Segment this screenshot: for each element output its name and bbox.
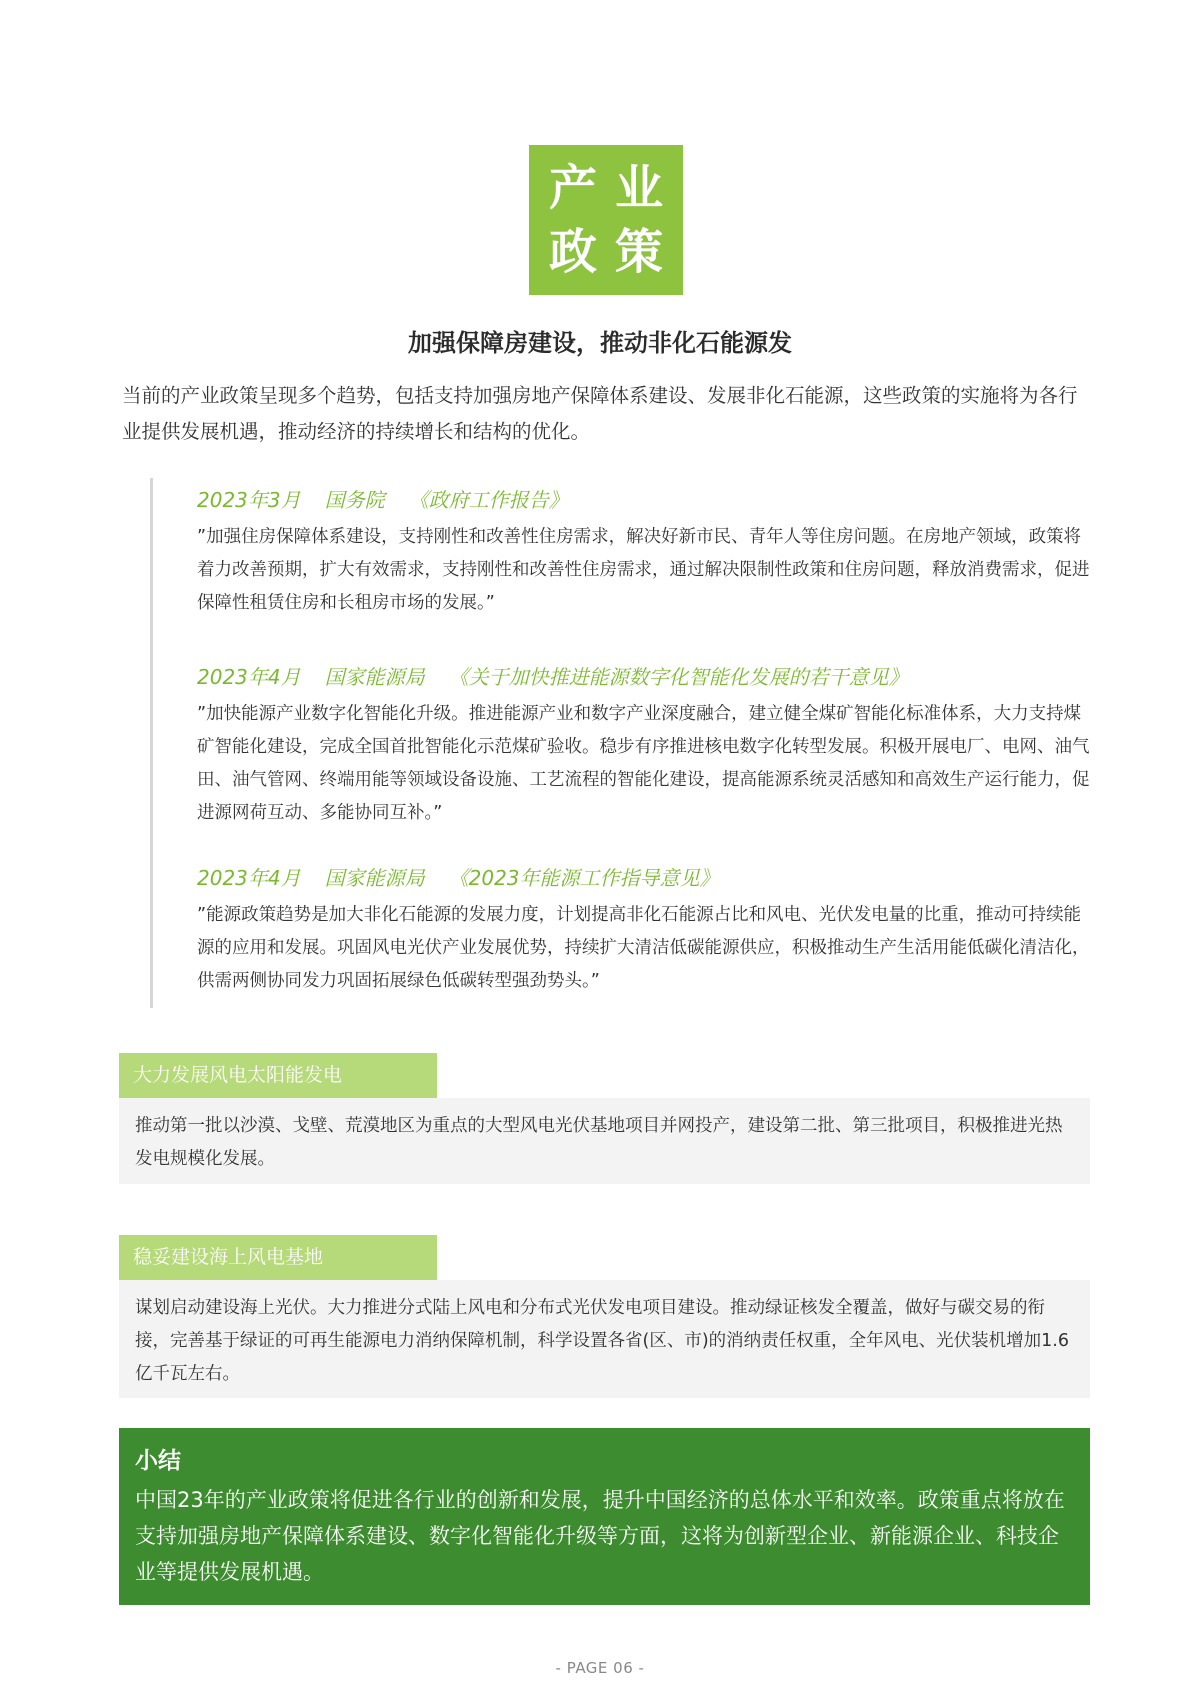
policy-quote — [197, 485, 1092, 620]
section-label-offshore-wind: 稳妥建设海上风电基地 — [119, 1235, 437, 1280]
quote-date: 2023年3月 — [197, 488, 301, 512]
summary-box — [119, 1428, 1090, 1605]
section-label-wind-solar: 大力发展风电太阳能发电 — [119, 1053, 437, 1098]
quote-date: 2023年4月 — [197, 665, 301, 689]
quote-heading — [197, 485, 1092, 515]
policy-quote — [197, 863, 1092, 998]
summary-text: 中国23年的产业政策将促进各行业的创新和发展，提升中国经济的总体水平和效率。政策重点将放在支持加强房地产保障体系建设、数字化智能化升级等方面，这将为创新型企业、新能源企业、科技企业等提供发展机遇。 — [135, 1488, 1065, 1584]
quote-document: 《关于加快推进能源数字化智能化发展的若干意见》 — [448, 665, 909, 689]
quote-agency: 国家能源局 — [324, 665, 425, 689]
badge-line-2: 政策 — [548, 224, 681, 280]
quote-text: ”加强住房保障体系建设，支持刚性和改善性住房需求，解决好新市民、青年人等住房问题。在房地产领域，政策将着力改善预期，扩大有效需求，支持刚性和改善性住房需求，通过解决限制性政策和住房问题，释放消费需求，促进保障性租赁住房和长租房市场的发展。” — [197, 527, 1090, 613]
page-title: 加强保障房建设，推动非化石能源发 — [408, 329, 792, 357]
quote-document: 《政府工作报告》 — [408, 488, 569, 512]
policy-quote — [197, 662, 1092, 830]
quote-heading — [197, 662, 1092, 692]
quote-text: ”能源政策趋势是加大非化石能源的发展力度，计划提高非化石能源占比和风电、光伏发电量的比重，推动可持续能源的应用和发展。巩固风电光伏产业发展优势，持续扩大清洁低碳能源供应，积极推动生产生活用能低碳化清洁化，供需两侧协同发力巩固拓展绿色低碳转型强劲势头。” — [197, 905, 1090, 991]
quote-text: ”加快能源产业数字化智能化升级。推进能源产业和数字产业深度融合，建立健全煤矿智能化标准体系，大力支持煤矿智能化建设，完成全国首批智能化示范煤矿验收。稳步有序推进核电数字化转型发展。积极开展电厂、电网、油气田、油气管网、终端用能等领域设备设施、工艺流程的智能化建设，提高能源系统灵活感知和高效生产运行能力，促进源网荷互动、多能协同互补。” — [197, 704, 1090, 823]
page-number: - PAGE 06 - — [555, 1659, 645, 1677]
quote-agency: 国务院 — [324, 488, 385, 512]
section-box-wind-solar: 推动第一批以沙漠、戈壁、荒漠地区为重点的大型风电光伏基地项目并网投产，建设第二批、第三批项目，积极推进光热发电规模化发展。 — [119, 1098, 1090, 1184]
badge-line-1: 产业 — [548, 160, 681, 216]
policy-quotes — [150, 478, 1093, 1008]
section-box-offshore-wind: 谋划启动建设海上光伏。大力推进分式陆上风电和分布式光伏发电项目建设。推动绿证核发全覆盖，做好与碳交易的衔接，完善基于绿证的可再生能源电力消纳保障机制，科学设置各省(区、市)的消纳责任权重，全年风电、光伏装机增加1.6亿千瓦左右。 — [119, 1280, 1090, 1398]
intro-paragraph: 当前的产业政策呈现多个趋势，包括支持加强房地产保障体系建设、发展非化石能源，这些政策的实施将为各行业提供发展机遇，推动经济的持续增长和结构的优化。 — [122, 384, 1078, 443]
quote-agency: 国家能源局 — [324, 866, 425, 890]
section-badge — [529, 145, 683, 295]
quote-date: 2023年4月 — [197, 866, 301, 890]
quote-heading — [197, 863, 1092, 893]
quote-document: 《2023年能源工作指导意见》 — [448, 866, 720, 890]
summary-title: 小结 — [135, 1448, 181, 1474]
